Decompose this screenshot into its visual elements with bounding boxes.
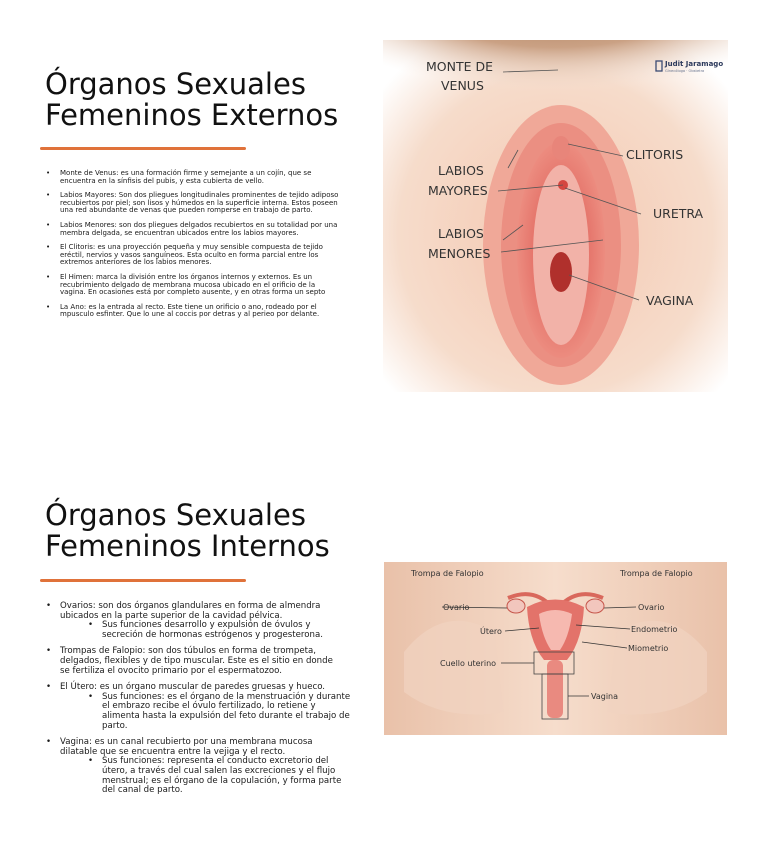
list-item <box>46 602 340 640</box>
title-line-2: Femeninos Internos <box>45 529 330 563</box>
brand-name: Judit Jaramago <box>665 60 724 68</box>
list-item <box>46 682 351 731</box>
right-ovary <box>586 599 604 613</box>
vagina-shape <box>547 660 563 718</box>
label-clitoris: CLITORIS <box>626 147 684 162</box>
brand-subtitle: Ginecóloga · Obstetra <box>665 69 705 73</box>
label-mayores-1: LABIOS <box>438 163 484 178</box>
list-item <box>46 738 340 796</box>
list-item-text: Vagina: es un canal recubierto por una membrana mucosa dilatable que se encuentra entre la vejiga y el recto. <box>60 737 313 757</box>
slide-title <box>45 69 338 131</box>
list-item: • El Himen: marca la división entre los órganos internos y externos. Es un recubrimiento delgado de membrana mucosa ubicado en el orificio de la vagina. En ocasiones está por completo ausente, y en otras forma un septo <box>46 274 340 297</box>
sub-list <box>60 621 340 640</box>
label-vagina: Vagina <box>591 692 619 701</box>
label-trompa-left: Trompa de Falopio <box>411 569 484 578</box>
internal-anatomy-illustration <box>384 562 727 735</box>
title-line-1: Órganos Sexuales <box>45 67 306 101</box>
sub-list-item: • Sus funciones: representa el conducto excretorio del útero, a través del cual salen las excreciones y el flujo menstrual; es el órgano de la copulación, y forma parte del canal de parto. <box>88 757 354 795</box>
label-ovario-right: Ovario <box>638 603 665 612</box>
label-utero: Útero <box>480 627 502 636</box>
list-item-text: Ovarios: son dos órganos glandulares en forma de almendra ubicados en la parte superior de la cavidad pélvica. <box>60 601 321 621</box>
external-anatomy-figure <box>383 40 728 392</box>
label-cuello: Cuello uterino <box>440 659 497 668</box>
sub-list-item: • Sus funciones: es el órgano de la menstruación y durante el embrazo recibe el óvulo fertilizado, lo retiene y alimenta hasta la expulsión del feto durante el trabajo de parto. <box>88 693 354 731</box>
list-item: • Labios Menores: son dos pliegues delgados recubiertos en su totalidad por una membra delgada, se encuentran ubicados entre los labios mayores. <box>46 222 340 237</box>
list-item: • El Clitoris: es una proyección pequeña y muy sensible compuesta de tejido eréctil, nervios y vasos sanguíneos. Esta oculto en forma parcial entre los extremos anteriores de los labios menores. <box>46 244 340 267</box>
label-mayores-2: MAYORES <box>428 183 488 198</box>
slide-internal-organs <box>0 430 768 866</box>
slide-external-organs <box>0 0 768 430</box>
list-item <box>46 647 340 676</box>
title-line-2: Femeninos Externos <box>45 98 339 132</box>
label-monte-1: MONTE DE <box>426 59 494 74</box>
label-trompa-right: Trompa de Falopio <box>620 569 693 578</box>
list-item: • Monte de Venus: es una formación firme y semejante a un cojín, que se encuentra en la sínfisis del pubis, y esta cubierta de vello. <box>46 170 340 185</box>
label-menores-1: LABIOS <box>438 226 484 241</box>
internal-anatomy-figure <box>384 562 727 735</box>
label-uretra: URETRA <box>653 206 704 221</box>
title-underline <box>40 147 246 150</box>
bullet-list <box>46 170 340 326</box>
label-menores-2: MENORES <box>428 246 491 261</box>
list-item: • Labios Mayores: Son dos pliegues longitudinales prominentes de tejido adiposo recubiertos por piel; son lisos y húmedos en la superficie interna. Estos poseen una red abundante de venas que pueden romperse en trabajo de parto. <box>46 192 340 215</box>
sub-list-item: • Sus funciones desarrollo y expulsión de óvulos y secreción de hormonas estrógenos y progesterona. <box>88 621 354 640</box>
label-endometrio: Endometrio <box>631 625 678 634</box>
bullet-list <box>46 601 351 803</box>
label-ovario-left: Ovario <box>443 603 470 612</box>
external-anatomy-illustration <box>383 40 728 392</box>
list-item-text: Trompas de Falopio: son dos túbulos en forma de trompeta, delgados, flexibles y de tipo muscular. Este es el sitio en donde se fertiliza el ovocito primario por el espermatozoo. <box>60 646 333 676</box>
label-monte-2: VENUS <box>441 78 484 93</box>
slide-title <box>45 500 330 562</box>
vaginal-opening <box>550 252 572 292</box>
label-vagina: VAGINA <box>646 293 694 308</box>
left-ovary <box>507 599 525 613</box>
title-underline <box>40 579 246 582</box>
title-line-1: Órganos Sexuales <box>45 498 306 532</box>
clitoris-shape <box>552 136 570 160</box>
list-item-text: El Útero: es un órgano muscular de paredes gruesas y hueco. <box>60 682 326 693</box>
sub-list <box>60 691 351 731</box>
label-miometrio: Miometrio <box>628 644 669 653</box>
sub-list <box>60 757 340 795</box>
list-item: • La Ano: es la entrada al recto. Este tiene un orificio o ano, rodeado por el mpusculo esfinter. Que lo une al coccis por detras y al perieo por delante. <box>46 304 340 319</box>
